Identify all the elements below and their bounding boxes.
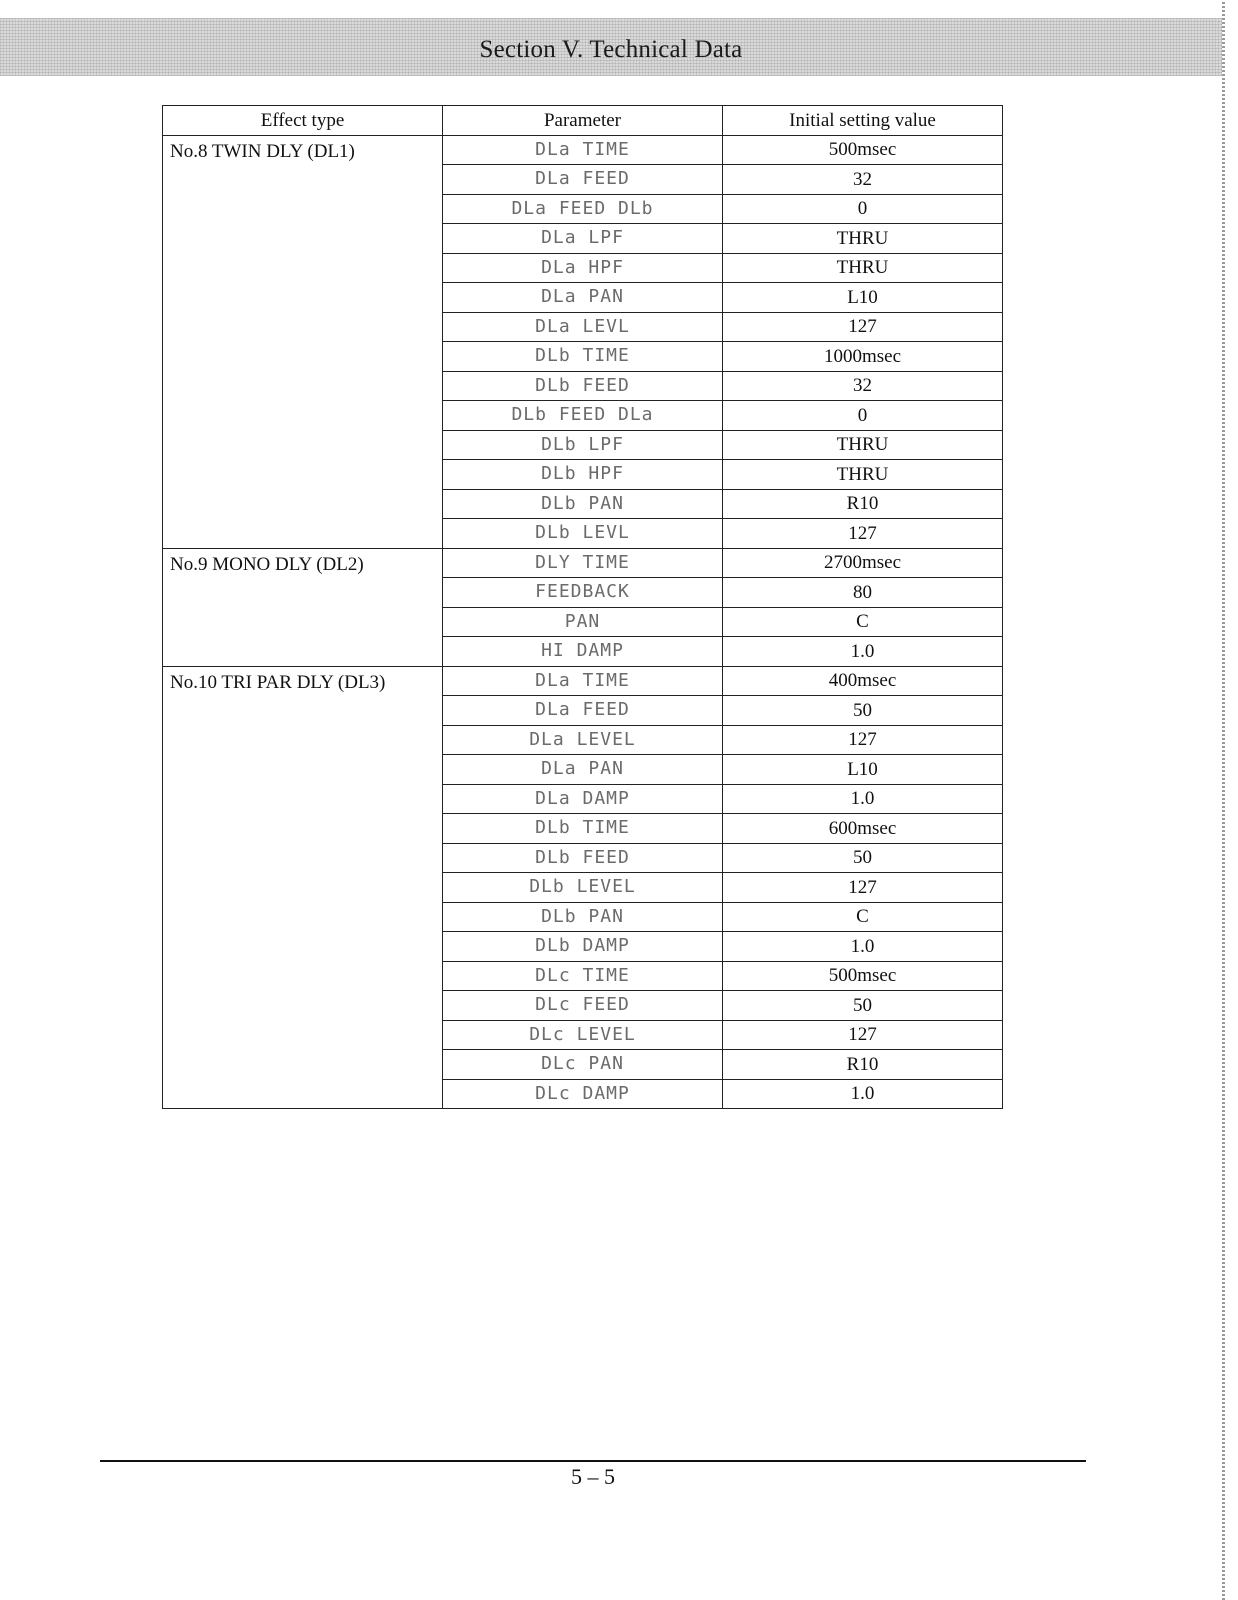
scan-edge bbox=[1222, 0, 1225, 1600]
footer-rule bbox=[100, 1460, 1086, 1462]
initial-value-cell: 500msec bbox=[723, 135, 1003, 165]
initial-value-cell: THRU bbox=[723, 224, 1003, 254]
parameter-cell: DLa DAMP bbox=[443, 784, 723, 814]
initial-value-cell: 127 bbox=[723, 1020, 1003, 1050]
table-row bbox=[163, 548, 1003, 578]
initial-value-cell: 0 bbox=[723, 401, 1003, 431]
initial-value-cell: 1000msec bbox=[723, 342, 1003, 372]
column-header-effect-type: Effect type bbox=[163, 106, 443, 136]
table-header-row bbox=[163, 106, 1003, 136]
initial-value-cell: 50 bbox=[723, 991, 1003, 1021]
initial-value-cell: 1.0 bbox=[723, 932, 1003, 962]
parameter-cell: HI DAMP bbox=[443, 637, 723, 667]
initial-value-cell: 127 bbox=[723, 312, 1003, 342]
initial-value-cell: THRU bbox=[723, 253, 1003, 283]
parameter-cell: DLb FEED DLa bbox=[443, 401, 723, 431]
parameter-cell: DLc DAMP bbox=[443, 1079, 723, 1109]
parameter-cell: DLc PAN bbox=[443, 1050, 723, 1080]
parameter-cell: DLb LPF bbox=[443, 430, 723, 460]
initial-value-cell: 600msec bbox=[723, 814, 1003, 844]
parameter-cell: DLb LEVEL bbox=[443, 873, 723, 903]
table-row bbox=[163, 666, 1003, 696]
technical-data-table bbox=[162, 105, 1003, 1109]
parameter-cell: DLb HPF bbox=[443, 460, 723, 490]
parameter-cell: DLa FEED bbox=[443, 165, 723, 195]
column-header-initial-value: Initial setting value bbox=[723, 106, 1003, 136]
initial-value-cell: 2700msec bbox=[723, 548, 1003, 578]
parameter-cell: DLb PAN bbox=[443, 902, 723, 932]
parameter-cell: DLb DAMP bbox=[443, 932, 723, 962]
parameter-cell: DLa HPF bbox=[443, 253, 723, 283]
parameter-cell: DLb FEED bbox=[443, 371, 723, 401]
effect-type-cell: No.9 MONO DLY (DL2) bbox=[163, 548, 443, 666]
initial-value-cell: L10 bbox=[723, 283, 1003, 313]
initial-value-cell: 1.0 bbox=[723, 1079, 1003, 1109]
parameter-cell: DLY TIME bbox=[443, 548, 723, 578]
column-header-parameter: Parameter bbox=[443, 106, 723, 136]
parameter-cell: DLa LEVEL bbox=[443, 725, 723, 755]
initial-value-cell: 32 bbox=[723, 165, 1003, 195]
parameter-cell: DLb FEED bbox=[443, 843, 723, 873]
initial-value-cell: 32 bbox=[723, 371, 1003, 401]
page-title: Section V. Technical Data bbox=[479, 36, 743, 63]
parameter-cell: DLb TIME bbox=[443, 814, 723, 844]
parameter-cell: DLa PAN bbox=[443, 283, 723, 313]
parameter-cell: PAN bbox=[443, 607, 723, 637]
parameter-cell: DLb PAN bbox=[443, 489, 723, 519]
effect-type-cell: No.10 TRI PAR DLY (DL3) bbox=[163, 666, 443, 1109]
initial-value-cell: 127 bbox=[723, 873, 1003, 903]
parameter-cell: DLc FEED bbox=[443, 991, 723, 1021]
parameter-cell: DLc TIME bbox=[443, 961, 723, 991]
initial-value-cell: 0 bbox=[723, 194, 1003, 224]
parameter-cell: DLa LEVL bbox=[443, 312, 723, 342]
parameter-cell: DLa TIME bbox=[443, 666, 723, 696]
parameter-cell: DLb TIME bbox=[443, 342, 723, 372]
initial-value-cell: THRU bbox=[723, 430, 1003, 460]
parameter-cell: FEEDBACK bbox=[443, 578, 723, 608]
initial-value-cell: 80 bbox=[723, 578, 1003, 608]
parameter-cell: DLa FEED DLb bbox=[443, 194, 723, 224]
parameter-cell: DLa LPF bbox=[443, 224, 723, 254]
parameter-cell: DLa TIME bbox=[443, 135, 723, 165]
initial-value-cell: 400msec bbox=[723, 666, 1003, 696]
initial-value-cell: 500msec bbox=[723, 961, 1003, 991]
parameter-cell: DLc LEVEL bbox=[443, 1020, 723, 1050]
initial-value-cell: L10 bbox=[723, 755, 1003, 785]
initial-value-cell: 50 bbox=[723, 843, 1003, 873]
technical-data-table-container bbox=[162, 105, 1002, 1109]
table-row bbox=[163, 135, 1003, 165]
initial-value-cell: THRU bbox=[723, 460, 1003, 490]
initial-value-cell: C bbox=[723, 902, 1003, 932]
parameter-cell: DLa PAN bbox=[443, 755, 723, 785]
initial-value-cell: R10 bbox=[723, 489, 1003, 519]
effect-type-cell: No.8 TWIN DLY (DL1) bbox=[163, 135, 443, 548]
initial-value-cell: 1.0 bbox=[723, 784, 1003, 814]
parameter-cell: DLa FEED bbox=[443, 696, 723, 726]
page-number: 5 – 5 bbox=[571, 1464, 615, 1489]
initial-value-cell: 1.0 bbox=[723, 637, 1003, 667]
initial-value-cell: C bbox=[723, 607, 1003, 637]
initial-value-cell: 127 bbox=[723, 725, 1003, 755]
table-body bbox=[163, 135, 1003, 1109]
initial-value-cell: 50 bbox=[723, 696, 1003, 726]
parameter-cell: DLb LEVL bbox=[443, 519, 723, 549]
initial-value-cell: R10 bbox=[723, 1050, 1003, 1080]
initial-value-cell: 127 bbox=[723, 519, 1003, 549]
